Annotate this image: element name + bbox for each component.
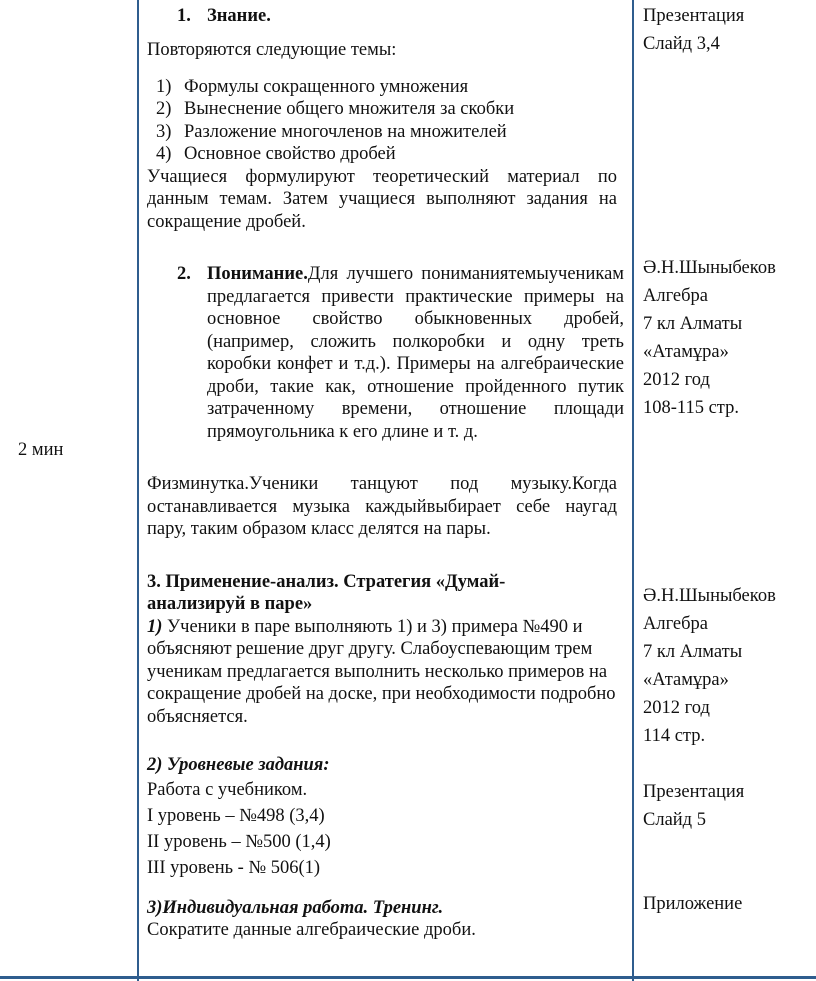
table-bottom-border bbox=[0, 976, 816, 979]
task2-lines bbox=[147, 777, 624, 881]
list-item: Работа с учебником. bbox=[147, 779, 308, 800]
task2-heading: 2) Уровневые задания: bbox=[147, 755, 330, 775]
fizminutka-text: Физминутка.Ученики танцуют под музыку.Когда останавливается музыка каждыйвыбирает себе наугад пару, таким образом класс делятся на пары. bbox=[147, 474, 617, 539]
list-item: 2) Вынеснение общего множителя за скобки bbox=[156, 99, 515, 119]
section1-summary: Учащиеся формулируют теоретический материал по данным темам. Затем учащиеся выполняют задания на сокращение дробей. bbox=[147, 166, 617, 232]
column-divider-left bbox=[137, 0, 139, 981]
resource-textbook-1: Ә.Н.Шыныбеков Алгебра 7 кл Алматы «Атамұра» 2012 год 108-115 стр. bbox=[643, 258, 776, 418]
section3-heading: 3. Применение-анализ. Стратегия «Думай-анализируй в паре» bbox=[147, 571, 506, 614]
list-item: III уровень - № 506(1) bbox=[147, 857, 321, 878]
resource-appendix: Приложение bbox=[643, 894, 743, 914]
time-cell: 2 мин bbox=[18, 440, 64, 460]
task3-text: Сократите данные алгебраические дроби. bbox=[147, 920, 476, 940]
list-item: 4) Основное свойство дробей bbox=[156, 144, 396, 164]
task1-text: 1) Ученики в паре выполняють 1) и 3) примера №490 и объясняют решение друг другу. Слабоуспевающим трем ученикам предлагается выполнить несколько примеров на сокращение дробей на доске, при необходимости подробно объясняется. bbox=[147, 616, 616, 727]
activity-column bbox=[147, 5, 624, 942]
section2-heading: Понимание. bbox=[207, 264, 308, 284]
resource-presentation-1: Презентация Слайд 3,4 bbox=[643, 6, 745, 54]
column-divider-right bbox=[632, 0, 634, 981]
section1-heading: 1. Знание. bbox=[177, 6, 271, 26]
list-item: 1) Формулы сокращенного умножения bbox=[156, 76, 469, 97]
resource-presentation-2: Презентация Слайд 5 bbox=[643, 782, 745, 830]
list-item: 3) Разложение многочленов на множителей bbox=[156, 121, 507, 142]
list-item: II уровень – №500 (1,4) bbox=[147, 831, 331, 852]
section2-block: 2. Понимание.Для лучшего пониманиятемыученикам предлагается привести практические примеры на основное свойство обыкновенных дробей, (например, сложить полкоробки и одну треть коробки конфет и т.д.). Примеры на алгебраические дроби, такие как, отношение пройденного путик затраченному времени, отношение площади прямоугольника к его длине и т. д. bbox=[177, 264, 624, 442]
resource-textbook-2: Ә.Н.Шыныбеков Алгебра 7 кл Алматы «Атамұра» 2012 год 114 стр. bbox=[643, 586, 776, 746]
list-item: I уровень – №498 (3,4) bbox=[147, 805, 325, 826]
section2-text: Для лучшего пониманиятемыученикам предлагается привести практические примеры на основное свойство обыкновенных дробей, (например, сложить полкоробки и одну треть коробки конфет и т.д.). Примеры на алгебраические дроби, такие как, отношение пройденного путик затраченному времени, отношение площади прямоугольника к его длине и т. д. bbox=[207, 264, 624, 442]
topics-list bbox=[147, 76, 624, 166]
task3-heading: 3)Индивидуальная работа. Тренинг. bbox=[147, 897, 444, 918]
section1-intro: Повторяются следующие темы: bbox=[147, 40, 397, 60]
